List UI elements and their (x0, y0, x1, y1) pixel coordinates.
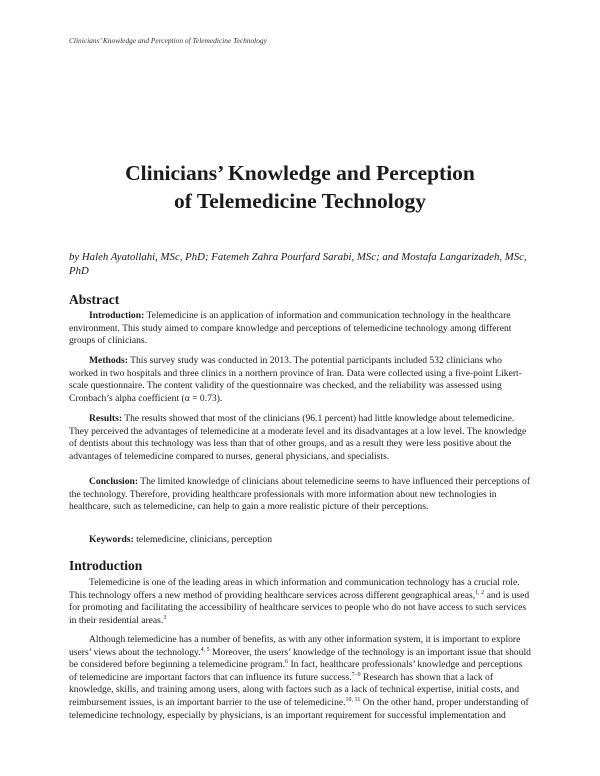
intro-p2-text-2: Moreover, the users’ knowledge of the technology is an important issue that should be considered before beginning a telemedicine program. (69, 646, 531, 671)
abstract-introduction (69, 310, 531, 348)
abstract-conclusion-label: Conclusion: (89, 476, 139, 487)
citation-ref: 10, 11 (345, 696, 361, 703)
abstract-keywords-label: Keywords: (89, 534, 134, 545)
abstract-results (69, 413, 531, 463)
citation-ref: 6 (285, 659, 289, 665)
title-line-1: Clinicians’ Knowledge and Perception (125, 161, 475, 185)
title-line-2: of Telemedicine Technology (173, 189, 427, 213)
abstract-introduction-label: Introduction: (89, 310, 145, 321)
abstract-conclusion-text: The limited knowledge of clinicians about telemedicine seems to have influenced their perceptions of the technology. Therefore, providing healthcare professionals with more information about new technologies in healthcare, such as telemedicine, can help to gain a more realistic picture of their perceptions. (69, 476, 531, 513)
abstract-heading: Abstract (69, 292, 120, 307)
running-header: Clinicians’ Knowledge and Perception of Telemedicine Technology (69, 36, 267, 45)
citation-ref: 4, 5 (200, 646, 210, 653)
intro-p1-text-1: Telemedicine is one of the leading areas in which information and communication technology has a crucial role. This technology offers a new method of providing healthcare services across different geographical areas, (69, 577, 520, 601)
citation-ref: 3 (163, 614, 167, 621)
citation-ref: 7–9 (351, 671, 361, 678)
citation-ref: 1, 2 (475, 589, 485, 596)
intro-p2-text-3: In fact, healthcare professionals’ knowledge and perceptions of telemedicine are important factors that can influence its future success. (69, 659, 523, 683)
introduction-heading: Introduction (69, 558, 143, 573)
abstract-methods-text: This survey study was conducted in 2013. The potential participants included 532 clinicians who worked in two hospitals and three clinics in a northern province of Iran. Data were collected using a five-point Likert-scale questionnaire. The content validity of the questionnaire was checked, and the reliability was assessed using Cronbach’s alpha coefficient (α = 0.73). (69, 355, 522, 404)
introduction-paragraph-1 (69, 577, 531, 627)
article-title (0, 159, 600, 215)
abstract-methods (69, 355, 531, 405)
abstract-results-text: The results showed that most of the clinicians (96.1 percent) had little knowledge about telemedicine. They perceived the advantages of telemedicine at a moderate level and its disadvantages at a low level. The knowledge of dentists about this technology was less than that of other groups, and as a result they were less positive about the advantages of telemedicine compared to nurses, general physicians, and specialists. (69, 413, 527, 462)
abstract-keywords-text: telemedicine, clinicians, perception (133, 534, 273, 545)
intro-p2-text-5: On the other hand, proper understanding of telemedicine technology, especially by physicians, is an important requirement for successful implementation and (69, 696, 529, 721)
abstract-introduction-text: Telemedicine is an application of information and communication technology in the healthcare environment. This study aimed to compare knowledge and perceptions of telemedicine technology among different groups of clinicians. (69, 310, 512, 347)
abstract-keywords (69, 534, 531, 547)
abstract-conclusion (69, 476, 531, 514)
author-byline: by Haleh Ayatollahi, MSc, PhD; Fatemeh Zahra Pourfard Sarabi, MSc; and Mostafa Langarizadeh, MSc, PhD (69, 251, 527, 277)
intro-p2-text-1: Although telemedicine has a number of benefits, as with any other information system, it is important to explore users’ views about the technology. (69, 634, 521, 658)
intro-p1-text-2: and is used for promoting and facilitating the accessibility of healthcare services to people who do not have access to such services in their residential areas. (69, 589, 530, 626)
introduction-paragraph-2 (69, 634, 531, 722)
intro-p2-text-4: Research has shown that a lack of knowledge, skills, and training among users, along with factors such as a lack of technical expertise, initial costs, and reimbursement issues, is an important barrier to the use of telemedicine. (69, 671, 519, 708)
abstract-methods-label: Methods: (89, 355, 128, 366)
abstract-results-label: Results: (89, 413, 123, 424)
